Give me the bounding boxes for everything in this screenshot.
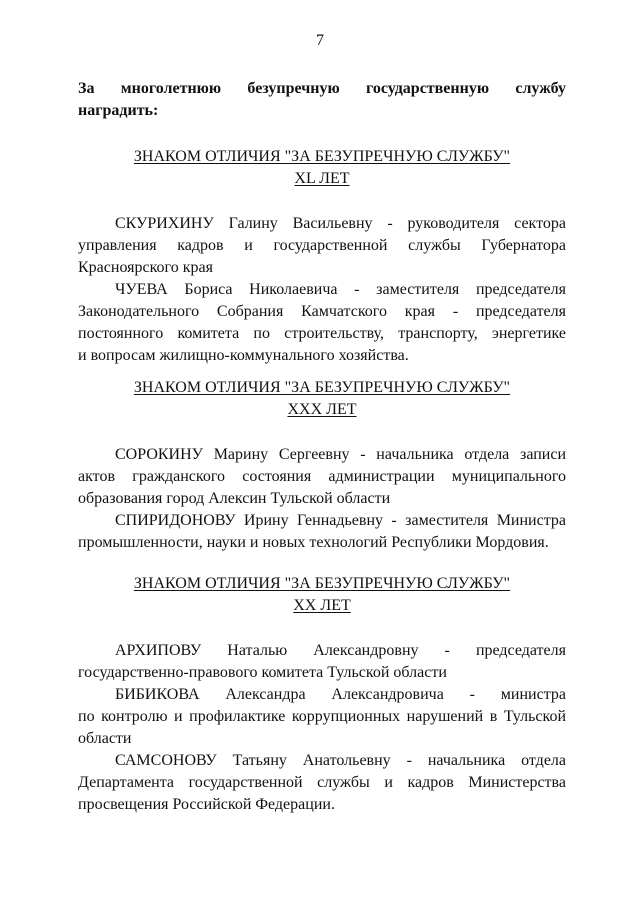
recipient-list [78,640,566,816]
recipient-entry [78,640,566,684]
entry-line: актов гражданского состояния администрации муниципального [78,468,566,485]
award-section-xl [78,146,566,367]
entry-line: управления кадров и государственной службы Губернатора [78,237,566,254]
section-heading-line-1: ЗНАКОМ ОТЛИЧИЯ "ЗА БЕЗУПРЕЧНУЮ СЛУЖБУ" [133,575,511,592]
recipient-entry [78,750,566,816]
entry-line: области [78,730,132,747]
award-intro [78,78,566,122]
section-heading-line-2: XXX ЛЕТ [287,401,357,418]
recipient-list [78,444,566,554]
recipient-entry [78,213,566,279]
entry-line: СПИРИДОНОВУ Ирину Геннадьевну - заместителя Министра [115,512,566,529]
entry-line: и вопросам жилищно-коммунального хозяйства. [78,347,409,364]
intro-line-2: наградить: [78,102,159,119]
entry-line: СКУРИХИНУ Галину Васильевну - руководителя сектора [115,215,566,232]
entry-line: САМСОНОВУ Татьяну Анатольевну - начальника отдела [115,752,566,769]
entry-line: ЧУЕВА Бориса Николаевича - заместителя председателя [115,281,566,298]
entry-line: БИБИКОВА Александра Александровича - министра [115,686,566,703]
section-heading [78,146,566,190]
entry-line: промышленности, науки и новых технологий Республики Мордовия. [78,534,549,551]
award-section-xx [78,573,566,816]
recipient-entry [78,279,566,367]
section-heading-line-1: ЗНАКОМ ОТЛИЧИЯ "ЗА БЕЗУПРЕЧНУЮ СЛУЖБУ" [133,148,511,165]
recipient-entry [78,684,566,750]
section-heading-line-2: XL ЛЕТ [294,170,350,187]
section-heading [78,573,566,617]
section-heading-line-1: ЗНАКОМ ОТЛИЧИЯ "ЗА БЕЗУПРЕЧНУЮ СЛУЖБУ" [133,379,511,396]
entry-line: Департамента государственной службы и кадров Министерства [78,774,566,791]
recipient-entry [78,444,566,510]
entry-line: Законодательного Собрания Камчатского края - председателя [78,303,566,320]
page-number: 7 [316,32,324,49]
entry-line: АРХИПОВУ Наталью Александровну - председателя [115,642,566,659]
entry-line: Красноярского края [78,259,213,276]
entry-line: постоянного комитета по строительству, транспорту, энергетике [78,325,566,342]
section-heading-line-2: XX ЛЕТ [293,597,351,614]
recipient-list [78,213,566,367]
entry-line: просвещения Российской Федерации. [78,796,335,813]
entry-line: по контролю и профилактике коррупционных нарушений в Тульской [78,708,566,725]
recipient-entry [78,510,566,554]
award-section-xxx [78,377,566,554]
entry-line: государственно-правового комитета Тульской области [78,664,447,681]
section-heading [78,377,566,421]
entry-line: СОРОКИНУ Марину Сергеевну - начальника отдела записи [115,446,566,463]
entry-line: образования город Алексин Тульской области [78,490,391,507]
intro-line-1: За многолетнюю безупречную государственную службу [78,80,566,97]
